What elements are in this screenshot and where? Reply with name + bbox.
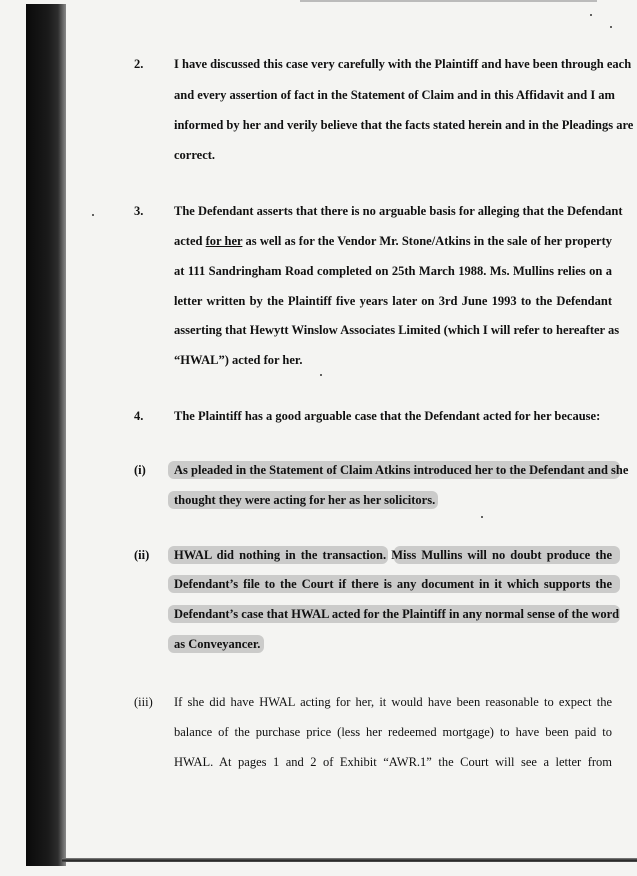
scan-speck	[320, 374, 322, 376]
scan-bottom-edge	[62, 858, 637, 862]
paragraph-line: The Plaintiff has a good arguable case that the Defendant acted for her because:	[174, 409, 601, 423]
scan-speck	[610, 26, 612, 28]
scan-speck	[92, 214, 94, 216]
paragraph-line: If she did have HWAL acting for her, it would have been reasonable to expect the	[174, 695, 612, 709]
text-run: acted	[174, 234, 203, 248]
paragraph-line: The Defendant asserts that there is no arguable basis for alleging that the Defendant	[174, 204, 623, 218]
paragraph-line: “HWAL”) acted for her.	[174, 353, 303, 367]
paragraph-line: at 111 Sandringham Road completed on 25th March 1988. Ms. Mullins relies on a	[174, 264, 612, 278]
text-run: as well as for the Vendor Mr. Stone/Atkins in the sale of her property	[245, 234, 613, 248]
paragraph-line: HWAL. At pages 1 and 2 of Exhibit “AWR.1” the Court will see a letter from	[174, 755, 612, 769]
paragraph-number: (iii)	[134, 695, 153, 709]
paragraph-line: letter written by the Plaintiff five years later on 3rd June 1993 to the Defendant	[174, 294, 612, 308]
paragraph-number: 3.	[134, 204, 144, 218]
paragraph-line: Defendant’s file to the Court if there is any document in it which supports the	[174, 577, 612, 591]
paragraph-line: As pleaded in the Statement of Claim Atkins introduced her to the Defendant and she	[174, 463, 629, 477]
paragraph-line: HWAL did nothing in the transaction. Miss Mullins will no doubt produce the	[174, 548, 612, 562]
paragraph-line: as Conveyancer.	[174, 637, 261, 651]
paragraph-line	[174, 234, 612, 249]
scan-speck	[481, 516, 483, 518]
paragraph-line: balance of the purchase price (less her redeemed mortgage) to have been paid to	[174, 725, 612, 739]
paragraph-line: Defendant’s case that HWAL acted for the Plaintiff in any normal sense of the word	[174, 607, 620, 621]
paragraph-line: informed by her and verily believe that the facts stated herein and in the Pleadings are	[174, 118, 634, 132]
paragraph-line: thought they were acting for her as her solicitors.	[174, 493, 436, 507]
paragraph-number: (ii)	[134, 548, 150, 562]
paragraph-line: correct.	[174, 148, 216, 162]
paragraph-number: 2.	[134, 57, 144, 71]
paragraph-number: 4.	[134, 409, 144, 423]
underlined-text: for her	[205, 234, 243, 248]
scan-top-edge	[300, 0, 597, 2]
scan-speck	[590, 14, 592, 16]
paragraph-line: I have discussed this case very carefully with the Plaintiff and have been through each	[174, 57, 632, 71]
paragraph-number: (i)	[134, 463, 146, 477]
paragraph-line: asserting that Hewytt Winslow Associates Limited (which I will refer to hereafter as	[174, 323, 620, 337]
scan-binding-shadow	[26, 4, 66, 866]
paragraph-line: and every assertion of fact in the Statement of Claim and in this Affidavit and I am	[174, 88, 615, 102]
